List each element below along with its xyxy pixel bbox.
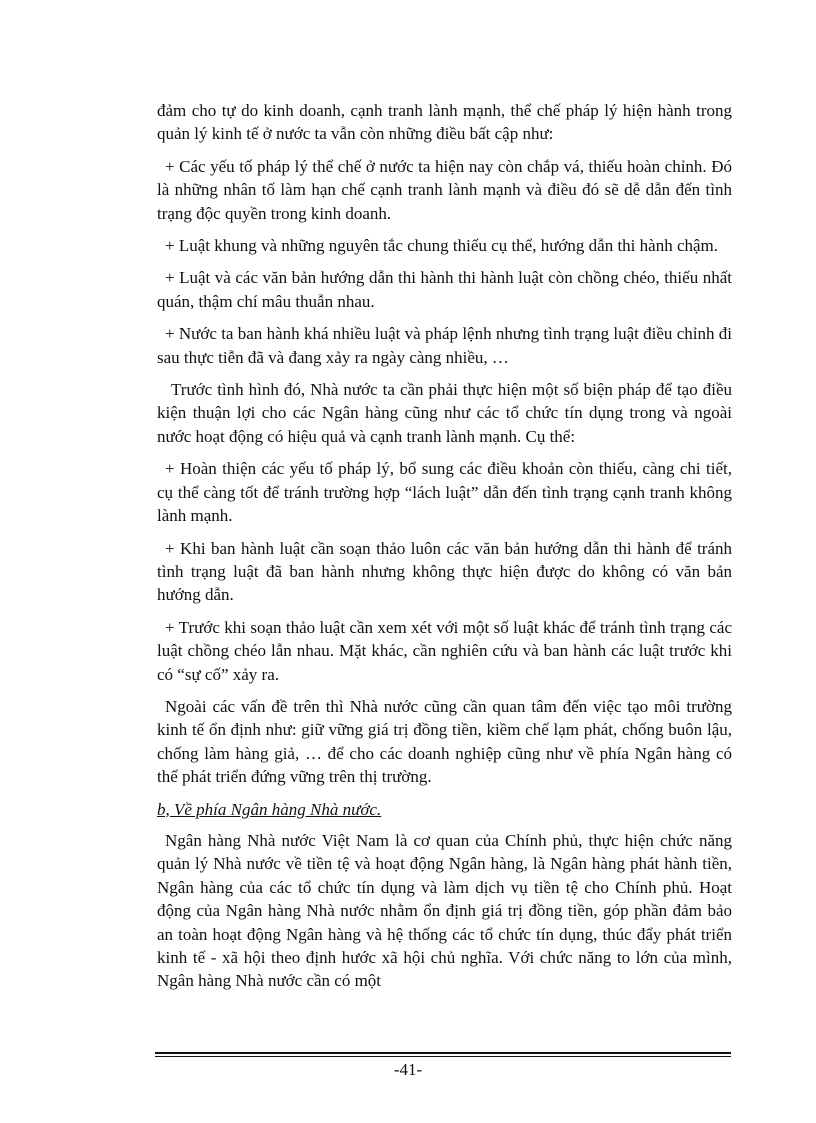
footer-rule [155,1052,731,1058]
paragraph: + Luật khung và những nguyên tắc chung thiếu cụ thể, hướng dẫn thi hành chậm. [165,236,719,256]
paragraph: Ngoài các vấn đề trên thì Nhà nước cũng cần quan tâm đến việc tạo môi trường kinh tế ổn định như: giữ vững giá trị đồng tiền, kiềm chế lạm phát, chống buôn lậu, chống làm hàng giả, … để cho các doanh nghiệp cũng như về phía Ngân hàng có thể phát triển đứng vững trên thị trường. [157,696,732,787]
document-body [157,99,732,1002]
section-heading: b, Về phía Ngân hàng Nhà nước. [157,799,382,819]
paragraph: + Hoàn thiện các yếu tố pháp lý, bổ sung các điều khoản còn thiếu, càng chi tiết, cụ thể càng tốt để tránh trường hợp “lách luật” dẫn đến tình trạng cạnh tranh không lành mạnh. [157,459,732,526]
paragraph: Trước tình hình đó, Nhà nước ta cần phải thực hiện một số biện pháp để tạo điều kiện thuận lợi cho các Ngân hàng cũng như các tổ chức tín dụng trong và ngoài nước hoạt động có hiệu quả và cạnh tranh lành mạnh. Cụ thể: [157,380,732,446]
paragraph: + Luật và các văn bản hướng dẫn thi hành thi hành luật còn chồng chéo, thiếu nhất quán, thậm chí mâu thuẫn nhau. [157,268,732,311]
paragraph: + Trước khi soạn thảo luật cần xem xét với một số luật khác để tránh tình trạng các luật chồng chéo lẫn nhau. Mặt khác, cần nghiên cứu và ban hành các luật trước khi có “sự cố” xảy ra. [157,617,732,684]
page-number: -41- [393,1060,423,1079]
paragraph: + Các yếu tố pháp lý thể chế ở nước ta hiện nay còn chắp vá, thiếu hoàn chỉnh. Đó là những nhân tố làm hạn chế cạnh tranh lành mạnh và điều đó sẽ dễ dẫn đến tình trạng độc quyền trong kinh doanh. [157,156,732,223]
paragraph: + Khi ban hành luật cần soạn thảo luôn các văn bản hướng dẫn thi hành để tránh tình trạng luật đã ban hành nhưng không thực hiện được do không có văn bản hướng dẫn. [157,538,732,605]
paragraph: Ngân hàng Nhà nước Việt Nam là cơ quan của Chính phủ, thực hiện chức năng quản lý Nhà nước về tiền tệ và hoạt động Ngân hàng, là Ngân hàng phát hành tiền, Ngân hàng của các tổ chức tín dụng và làm dịch vụ tiền tệ cho Chính phủ. Hoạt động của Ngân hàng Nhà nước nhằm ổn định giá trị đồng tiền, góp phần đảm bảo an toàn hoạt động Ngân hàng và hệ thống các tổ chức tín dụng, thúc đẩy phát triển kinh tế - xã hội theo định hước xã hội chủ nghĩa. Với chức năng to lớn của mình, Ngân hàng Nhà nước cần có một [157,830,732,991]
paragraph: + Nước ta ban hành khá nhiều luật và pháp lệnh nhưng tình trạng luật điều chỉnh đi sau thực tiễn đã và đang xảy ra ngày càng nhiều, … [157,324,732,367]
paragraph: đảm cho tự do kinh doanh, cạnh tranh lành mạnh, thể chế pháp lý hiện hành trong quản lý kinh tế ở nước ta vẫn còn những điều bất cập như: [157,101,732,144]
